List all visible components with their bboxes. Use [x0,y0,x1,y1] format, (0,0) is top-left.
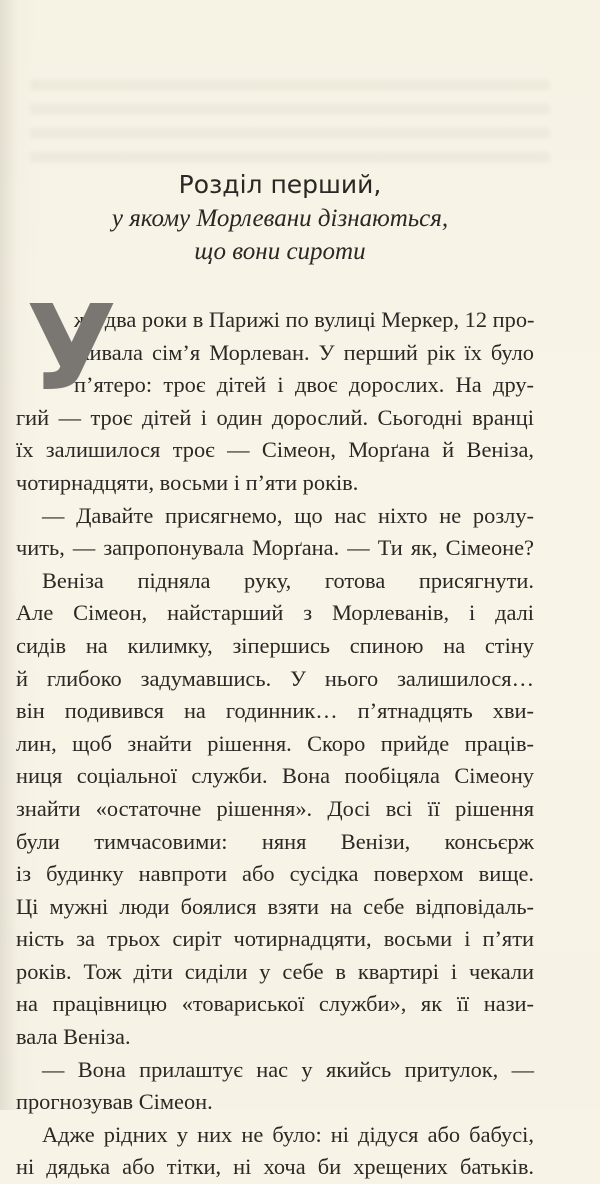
text-line: Ці мужні люди боялися взяти на себе відповідаль- [16,893,534,919]
chapter-title: Розділ перший, [178,170,382,199]
text-line: він подивився на годинник… п’ятнадцять хви- [16,698,534,724]
dialogue-line: — Вона прилаштує нас у якийсь притулок, — [42,1056,534,1082]
show-through-text [30,152,550,162]
text-line: вала Веніза. [16,1024,131,1050]
text-line: ність за трьох сиріт чотирнадцяти, восьми і п’яти [16,926,534,952]
show-through-text [30,104,550,114]
dialogue-line: — Давайте присягнемо, що нас ніхто не розлу- [42,502,534,528]
text-line: лин, щоб знайти рішення. Скоро прийде праців- [16,730,534,756]
show-through-text [30,80,550,90]
text-line: сидів на килимку, зіпершись спиною на стіну [16,632,534,658]
text-line: же два роки в Парижі по вулиці Меркер, 12 про- [74,307,535,332]
text-line: чить, — запропонувала Морґана. — Ти як, Сімеоне? [16,535,534,561]
text-line: живала сім’я Морлеван. У перший рік їх було [74,339,534,365]
text-line: були тимчасовими: няня Венізи, консьєрж [16,828,534,854]
drop-cap: У [26,279,117,417]
text-line: їх залишилося троє — Сімеон, Морґана й Веніза, [16,437,534,463]
text-line: ні дядька або тітки, ні хоча би хрещених батьків. [16,1154,534,1180]
text-line: п’ятеро: троє дітей і двоє дорослих. На дру- [74,372,534,398]
chapter-body-text [16,279,535,1184]
chapter-subtitle-line-2: що вони сироти [194,238,366,265]
text-line: гий — троє дітей і один дорослий. Сьогодні вранці [16,404,534,430]
text-line: й глибоко задумавшись. У нього залишилося… [16,665,534,691]
text-line: Але Сімеон, найстарший з Морлеванів, і далі [16,600,534,626]
show-through-text [30,128,550,138]
text-line: ниця соціальної служби. Вона пообіцяла Сімеону [16,763,534,789]
text-line: знайти «остаточне рішення». Досі всі її рішення [16,795,534,821]
paragraph-start-line: Адже рідних у них не було: ні дідуся або бабусі, [42,1121,534,1147]
text-line: прогнозував Сімеон. [16,1089,213,1115]
text-line: на працівницю «товариської служби», як її нази- [16,991,534,1017]
text-line: років. Тож діти сиділи у себе в квартирі і чекали [16,958,534,984]
chapter-heading [0,168,560,268]
paragraph-start-line: Веніза підняла руку, готова присягнути. [42,567,534,593]
chapter-subtitle-line-1: у якому Морлевани дізнаються, [111,205,449,232]
text-line: чотирнадцяти, восьми і п’яти років. [16,469,359,495]
text-line: із будинку навпроти або сусідка поверхом вище. [16,861,534,887]
